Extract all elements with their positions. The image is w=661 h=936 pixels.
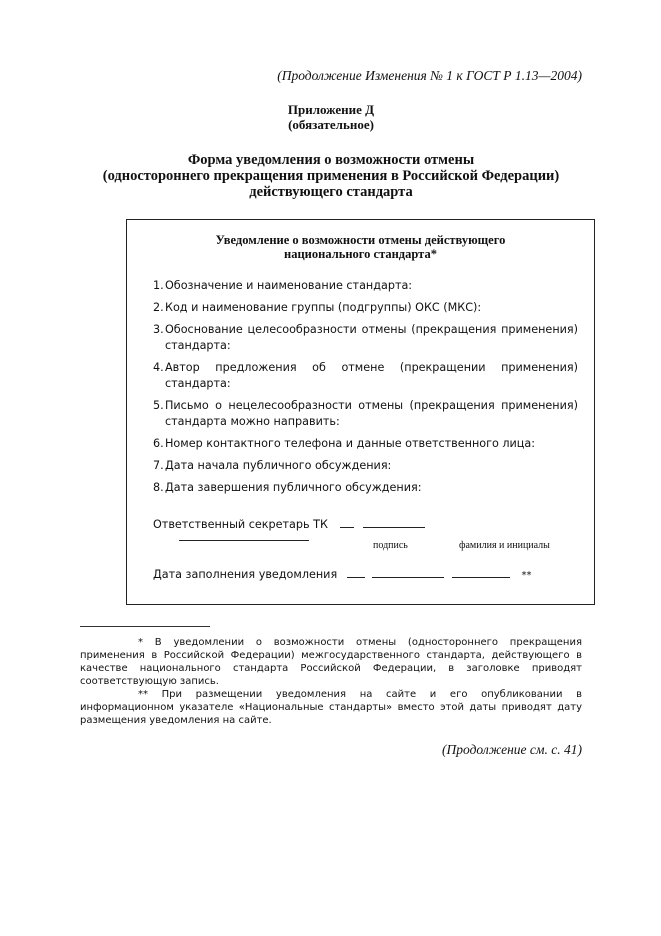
notice-title-line-2: национального стандарта* bbox=[284, 247, 437, 261]
notice-form-box bbox=[126, 219, 595, 605]
item-number: 4. bbox=[153, 361, 164, 374]
footnote-1: * В уведомлении о возможности отмены (одностороннего прекращения применения в Российской Федерации) межгосударственного стандарта, действующего в качестве национального стандарта Российской Федерации, в заголовке приводят соответствующую запись. bbox=[80, 637, 582, 687]
date-month-blank bbox=[372, 576, 444, 578]
appendix-status: (обязательное) bbox=[288, 117, 374, 132]
fill-date-row bbox=[153, 568, 531, 581]
secretary-label: Ответственный секретарь ТК bbox=[153, 518, 328, 531]
name-blank bbox=[179, 539, 309, 541]
list-item bbox=[153, 322, 578, 354]
list-item bbox=[153, 480, 578, 496]
item-text: Номер контактного телефона и данные ответственного лица: bbox=[165, 437, 536, 450]
list-item bbox=[153, 300, 578, 316]
name-caption: фамилия и инициалы bbox=[459, 540, 550, 551]
signature-caption: подпись bbox=[373, 540, 408, 551]
item-number: 6. bbox=[153, 437, 164, 450]
item-text: Дата завершения публичного обсуждения: bbox=[165, 481, 422, 494]
list-item bbox=[153, 436, 578, 452]
tk-number-blank bbox=[340, 526, 354, 528]
header-continuation: (Продолжение Изменения № 1 к ГОСТ Р 1.13—2004) bbox=[277, 68, 582, 83]
form-title-line-2: (одностороннего прекращения применения в Российской Федерации) bbox=[102, 168, 560, 184]
appendix-title: Приложение Д bbox=[287, 102, 375, 117]
item-number: 3. bbox=[153, 323, 164, 336]
item-text: Дата начала публичного обсуждения: bbox=[165, 459, 392, 472]
list-item bbox=[153, 458, 578, 474]
item-text: Обоснование целесообразности отмены (прекращения применения) стандарта: bbox=[165, 323, 578, 352]
item-text: Автор предложения об отмене (прекращении применения) стандарта: bbox=[165, 361, 578, 390]
item-number: 1. bbox=[153, 279, 164, 292]
footnotes bbox=[80, 636, 582, 727]
item-text: Письмо о нецелесообразности отмены (прекращения применения) стандарта можно направить: bbox=[165, 399, 578, 428]
list-item bbox=[153, 360, 578, 392]
item-text: Обозначение и наименование стандарта: bbox=[165, 279, 413, 292]
date-day-blank bbox=[347, 576, 365, 578]
item-text: Код и наименование группы (подгруппы) ОКС (МКС): bbox=[165, 301, 482, 314]
continued-note: (Продолжение см. с. 41) bbox=[442, 742, 582, 757]
item-number: 5. bbox=[153, 399, 164, 412]
notice-items-list bbox=[153, 278, 578, 502]
date-year-blank bbox=[452, 576, 510, 578]
form-title-line-3: действующего стандарта bbox=[249, 184, 413, 200]
list-item bbox=[153, 278, 578, 294]
notice-title bbox=[127, 233, 594, 261]
footnote-divider bbox=[80, 626, 210, 627]
footnote-2: ** При размещении уведомления на сайте и его опубликовании в информационном указателе «Национальные стандарты» вместо этой даты приводят дату размещения уведомления на сайте. bbox=[80, 689, 582, 726]
fill-date-label: Дата заполнения уведомления bbox=[153, 568, 338, 581]
appendix-heading bbox=[80, 102, 582, 132]
secretary-signature-row bbox=[153, 518, 583, 551]
item-number: 7. bbox=[153, 459, 164, 472]
item-number: 8. bbox=[153, 481, 164, 494]
item-number: 2. bbox=[153, 301, 164, 314]
form-title-line-1: Форма уведомления о возможности отмены bbox=[187, 152, 475, 168]
form-title bbox=[80, 152, 582, 200]
date-footnote-marker: ** bbox=[521, 570, 532, 581]
notice-title-line-1: Уведомление о возможности отмены действующего bbox=[215, 233, 506, 247]
signature-blank bbox=[363, 526, 425, 528]
list-item bbox=[153, 398, 578, 430]
